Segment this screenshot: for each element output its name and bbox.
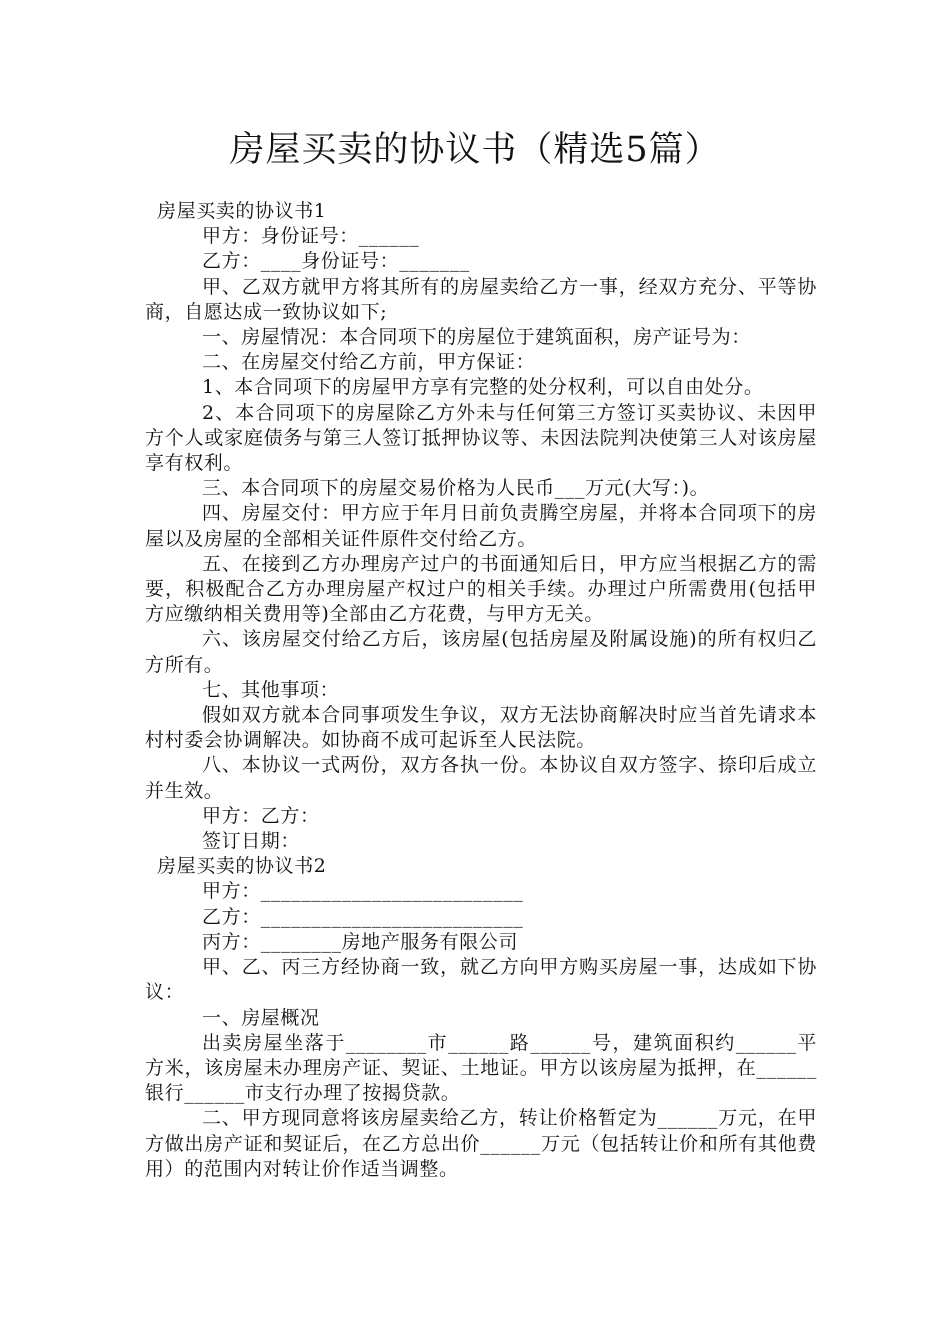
paragraph: 七、其他事项： bbox=[202, 678, 340, 701]
paragraph: 一、房屋情况：本合同项下的房屋位于建筑面积，房产证号为： bbox=[202, 326, 751, 349]
paragraph: 五、在接到乙方办理房产过户的书面通知后日，甲方应当根据乙方的需要，积极配合乙方办理房屋产权过户的相关手续。办理过户所需费用(包括甲方应缴纳相关费用等)全部由乙方花费，与甲方无关。 bbox=[145, 552, 817, 626]
paragraph: 甲方：__________________________ bbox=[202, 880, 524, 903]
paragraph: 甲方：身份证号：______ bbox=[202, 225, 420, 248]
document-body bbox=[145, 199, 817, 1182]
paragraph: 出卖房屋坐落于________市______路______号，建筑面积约______平方米，该房屋未办理房产证、契证、土地证。甲方以该房屋为抵押，在______银行______市支行办理了按揭贷款。 bbox=[145, 1031, 817, 1105]
paragraph: 二、甲方现同意将该房屋卖给乙方，转让价格暂定为______万元，在甲方做出房产证和契证后，在乙方总出价______万元（包括转让价和所有其他费用）的范围内对转让价作适当调整。 bbox=[145, 1107, 817, 1180]
paragraph: 甲、乙双方就甲方将其所有的房屋卖给乙方一事，经双方充分、平等协商，自愿达成一致协议如下; bbox=[145, 275, 817, 323]
document-title: 房屋买卖的协议书（精选5篇） bbox=[229, 130, 721, 170]
paragraph: 二、在房屋交付给乙方前，甲方保证： bbox=[202, 351, 536, 374]
paragraph: 八、本协议一式两份，双方各执一份。本协议自双方签字、捺印后成立并生效。 bbox=[145, 754, 817, 802]
paragraph: 1、本合同项下的房屋甲方享有完整的处分权利，可以自由处分。 bbox=[202, 376, 764, 399]
paragraph: 一、房屋概况 bbox=[202, 1006, 320, 1029]
paragraph: 甲方：乙方： bbox=[202, 804, 320, 827]
paragraph: 假如双方就本合同事项发生争议，双方无法协商解决时应当首先请求本村村委会协调解决。如协商不成可起诉至人民法院。 bbox=[145, 704, 817, 752]
paragraph: 六、该房屋交付给乙方后，该房屋(包括房屋及附属设施)的所有权归乙方所有。 bbox=[145, 628, 817, 676]
paragraph: 三、本合同项下的房屋交易价格为人民币___万元(大写：)。 bbox=[202, 477, 710, 500]
paragraph: 四、房屋交付：甲方应于年月日前负责腾空房屋，并将本合同项下的房屋以及房屋的全部相关证件原件交付给乙方。 bbox=[145, 502, 817, 550]
paragraph: 乙方：__________________________ bbox=[202, 905, 524, 928]
section-heading: 房屋买卖的协议书1 bbox=[157, 200, 327, 222]
paragraph: 乙方：____身份证号：_______ bbox=[202, 250, 470, 273]
paragraph: 丙方：________房地产服务有限公司 bbox=[202, 930, 519, 953]
paragraph: 2、本合同项下的房屋除乙方外未与任何第三方签订买卖协议、未因甲方个人或家庭债务与第三人签订抵押协议等、未因法院判决使第三人对该房屋享有权利。 bbox=[145, 401, 817, 475]
section-heading: 房屋买卖的协议书2 bbox=[157, 855, 327, 878]
paragraph: 签订日期： bbox=[202, 830, 301, 853]
paragraph: 甲、乙、丙三方经协商一致，就乙方向甲方购买房屋一事，达成如下协议： bbox=[145, 956, 817, 1004]
